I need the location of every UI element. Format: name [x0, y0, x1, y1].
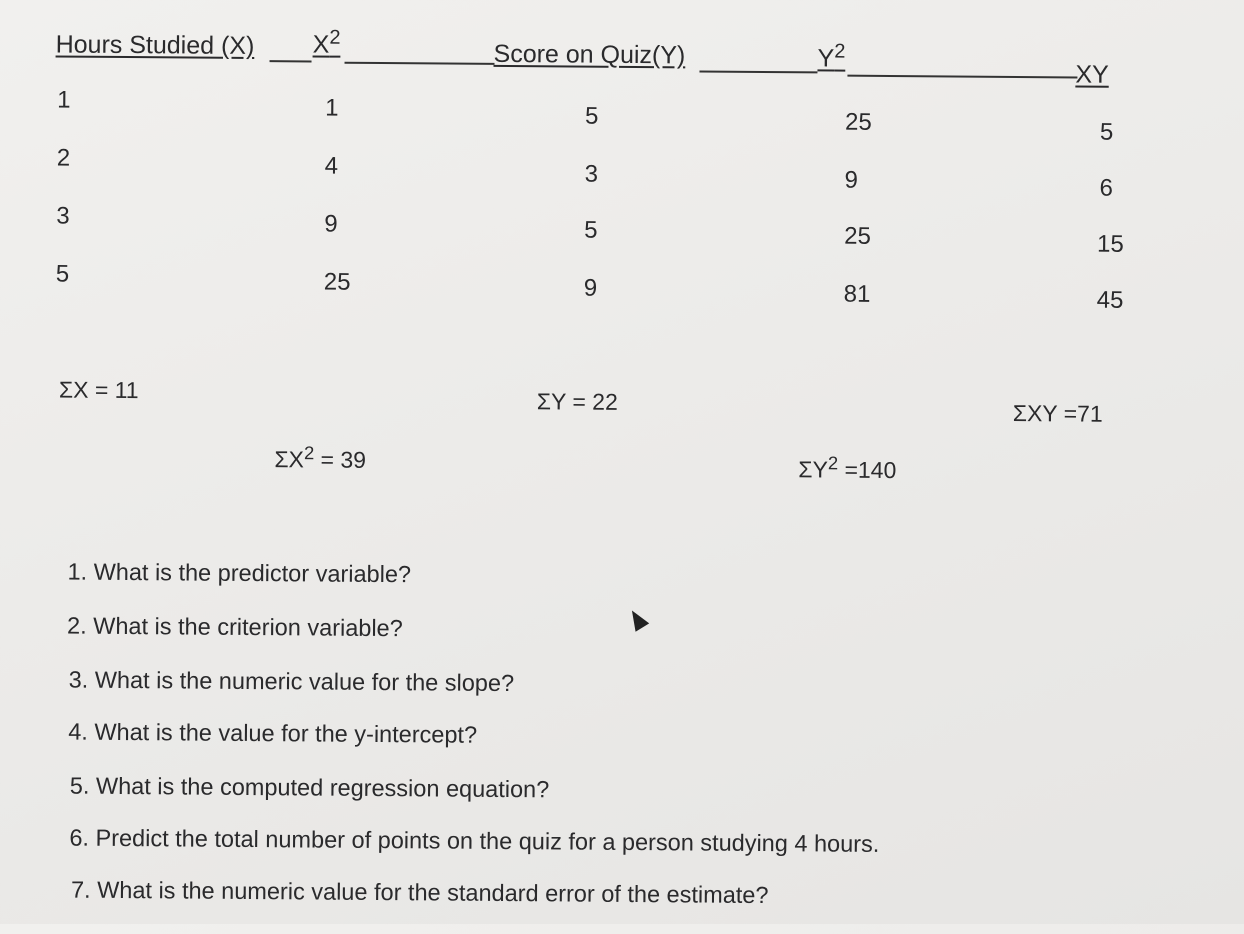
- cell-xy-4: 45: [1096, 286, 1124, 314]
- header-y-squared: $Y^2$: [817, 40, 846, 73]
- question-7: 7. What is the numeric value for the standard error of the estimate?: [70, 876, 769, 909]
- cell-y2-1: 25: [844, 108, 872, 136]
- cell-xy-3: 15: [1097, 230, 1124, 258]
- cell-x2-3: 9: [324, 210, 338, 238]
- cell-xy-2: 6: [1099, 174, 1114, 202]
- header-rule-2: [345, 62, 495, 65]
- cell-x-2: 2: [56, 144, 71, 172]
- question-4: 4. What is the value for the y-intercept?: [68, 718, 478, 748]
- sum-y: ΣY = 22: [536, 388, 618, 415]
- header-rule-1: [270, 60, 312, 62]
- cell-xy-1: 5: [1099, 118, 1114, 146]
- cell-y-4: 9: [583, 274, 598, 302]
- cell-x2-4: 25: [323, 268, 351, 296]
- cell-y-1: 5: [585, 102, 599, 130]
- cell-x2-2: 4: [324, 152, 339, 180]
- header-rule-4: [847, 75, 1077, 78]
- header-hours-studied: Hours Studied (X): [55, 30, 255, 60]
- question-3: 3. What is the numeric value for the slope?: [68, 666, 515, 697]
- cell-y-2: 3: [584, 160, 599, 188]
- cell-y2-3: 25: [844, 222, 871, 250]
- header-xy: XY: [1075, 60, 1109, 89]
- header-rule-3: [699, 70, 817, 72]
- cell-x-3: 3: [56, 202, 70, 230]
- cell-x-4: 5: [55, 260, 70, 288]
- cell-y2-2: 9: [844, 166, 859, 194]
- header-score-on-quiz: Score on Quiz(Y): [493, 39, 686, 70]
- mouse-cursor-icon: [625, 606, 649, 631]
- cell-y2-4: 81: [843, 280, 871, 308]
- cell-x2-1: 1: [325, 94, 339, 122]
- sum-xy: ΣXY =71: [1012, 399, 1103, 427]
- header-x-squared: $X^2$: [312, 26, 341, 59]
- question-6: 6. Predict the total number of points on the quiz for a person studying 4 hours.: [69, 824, 880, 857]
- sum-y-squared: $\Sigma Y^2 =140$: [798, 452, 897, 484]
- cell-x-1: 1: [57, 86, 71, 114]
- question-1: 1. What is the predictor variable?: [67, 558, 412, 588]
- question-5: 5. What is the computed regression equation?: [69, 772, 550, 803]
- cell-y-3: 5: [584, 216, 598, 244]
- sum-x: ΣX = 11: [58, 376, 139, 404]
- sum-x-squared: $\Sigma X^2 = 39$: [274, 442, 367, 473]
- question-2: 2. What is the criterion variable?: [66, 612, 403, 642]
